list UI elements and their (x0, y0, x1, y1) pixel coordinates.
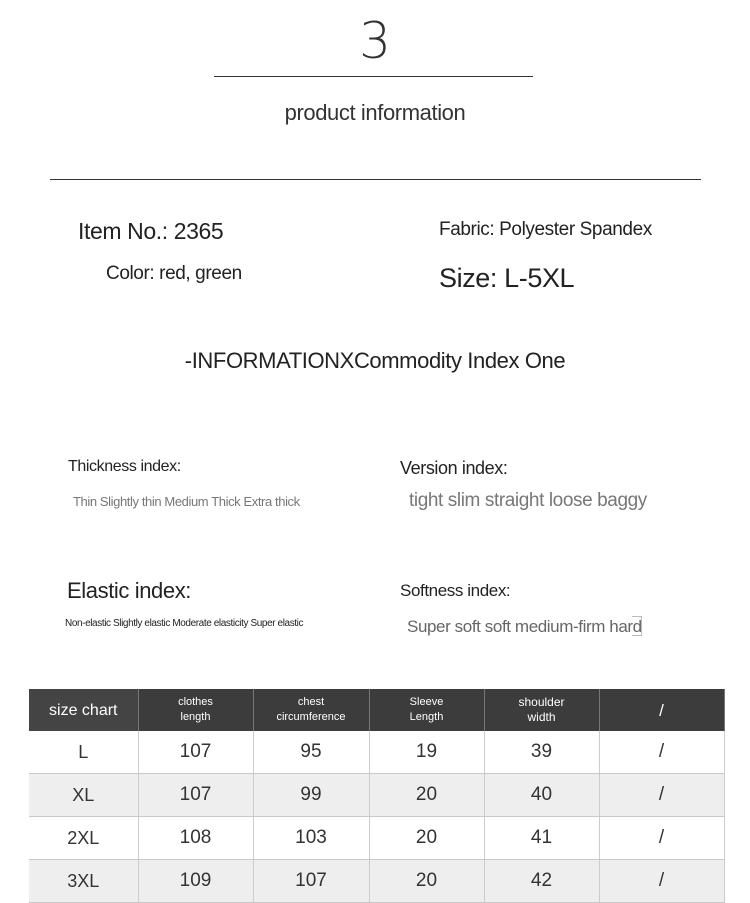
thickness-label: Thickness index: (68, 458, 181, 475)
header-shoulder-line2: width (527, 710, 556, 724)
cell-shoulder: 41 (484, 817, 599, 860)
cell-size: 2XL (29, 817, 138, 860)
cell-sleeve: 20 (369, 860, 484, 903)
cell-clothes-length: 108 (138, 817, 253, 860)
header-size-chart (29, 689, 138, 731)
header-slash-label: / (659, 700, 664, 720)
index-heading: -INFORMATIONXCommodity Index One (184, 348, 566, 373)
header-size-chart-label: size chart (49, 701, 118, 719)
item-number: Item No.: 2365 (78, 218, 224, 244)
cell-chest: 103 (253, 817, 369, 860)
size-chart-table (29, 689, 725, 903)
cell-size: XL (29, 774, 138, 817)
table-row (29, 817, 724, 860)
fabric-info: Fabric: Polyester Spandex (439, 219, 652, 240)
header-chest-circumference (253, 689, 369, 731)
thickness-options: Thin Slightly thin Medium Thick Extra thick (73, 494, 300, 509)
cell-sleeve: 20 (369, 817, 484, 860)
cell-shoulder: 42 (484, 860, 599, 903)
header-clothes-length-line1: clothes (178, 696, 213, 708)
header-sleeve-line1: Sleeve (409, 696, 444, 708)
cell-size: 3XL (29, 860, 138, 903)
cell-size: L (29, 731, 138, 774)
softness-marker-icon (632, 616, 642, 636)
cell-slash: / (599, 817, 724, 860)
cell-clothes-length: 107 (138, 731, 253, 774)
cell-chest: 95 (253, 731, 369, 774)
header-shoulder-line1: shoulder (518, 695, 565, 709)
softness-options: Super soft soft medium-firm hard (407, 617, 642, 636)
table-row (29, 774, 724, 817)
cell-slash: / (599, 731, 724, 774)
header-clothes-length (138, 689, 253, 731)
header-sleeve-length (369, 689, 484, 731)
softness-label: Softness index: (400, 581, 511, 600)
header-clothes-length-line2: length (180, 711, 211, 723)
cell-slash: / (599, 774, 724, 817)
version-options: tight slim straight loose baggy (409, 490, 647, 511)
title-divider (214, 76, 533, 77)
size-chart-header-row (29, 689, 724, 731)
header-sleeve-line2: Length (409, 711, 444, 723)
cell-sleeve: 20 (369, 774, 484, 817)
header-chest-line2: circumference (276, 711, 346, 723)
header-slash (599, 689, 724, 731)
version-label: Version index: (400, 458, 508, 478)
section-number: 3 (359, 12, 391, 70)
size-info: Size: L-5XL (439, 263, 575, 293)
cell-chest: 99 (253, 774, 369, 817)
header-shoulder-width (484, 689, 599, 731)
cell-shoulder: 40 (484, 774, 599, 817)
cell-clothes-length: 107 (138, 774, 253, 817)
elastic-options: Non-elastic Slightly elastic Moderate elasticity Super elastic (65, 618, 304, 629)
color-info: Color: red, green (106, 263, 242, 284)
cell-shoulder: 39 (484, 731, 599, 774)
cell-clothes-length: 109 (138, 860, 253, 903)
elastic-label: Elastic index: (67, 578, 192, 603)
table-row (29, 860, 724, 903)
section-title: product information (284, 100, 466, 125)
table-row (29, 731, 724, 774)
section-divider (50, 179, 701, 180)
header-chest-line1: chest (297, 696, 325, 708)
cell-chest: 107 (253, 860, 369, 903)
cell-slash: / (599, 860, 724, 903)
cell-sleeve: 19 (369, 731, 484, 774)
